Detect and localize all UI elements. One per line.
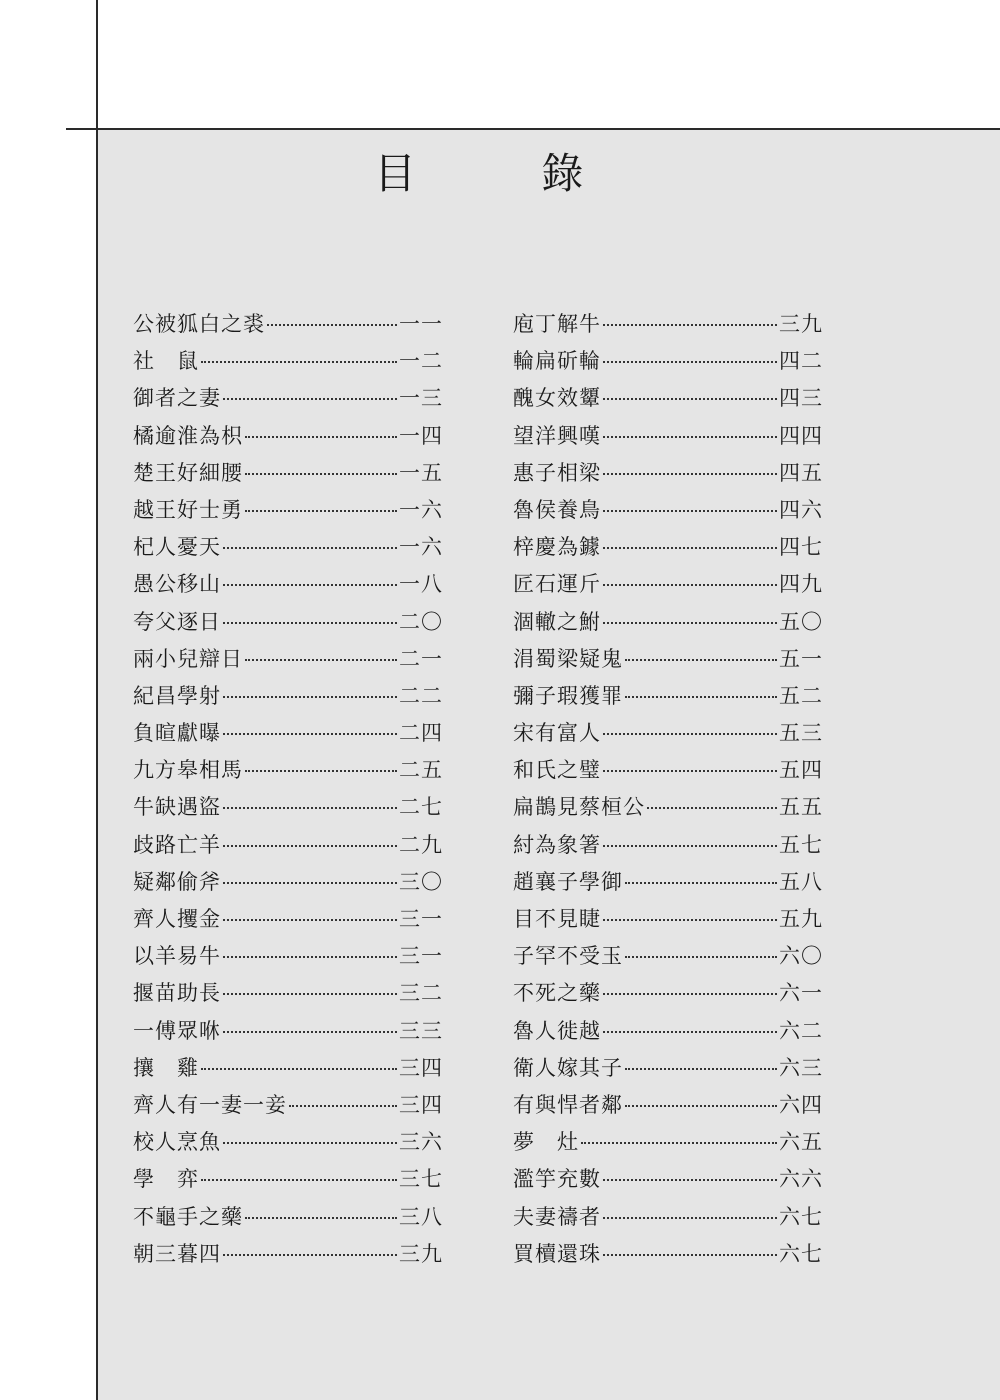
toc-entry-title: 望洋興嘆 [513, 423, 601, 448]
dot-leader [245, 769, 397, 772]
toc-entry-title: 愚公移山 [133, 572, 221, 597]
toc-entry [513, 1124, 823, 1161]
dot-leader [223, 695, 397, 698]
toc-entry [133, 678, 443, 715]
toc-entry-title: 涓蜀梁疑鬼 [513, 646, 623, 671]
toc-entry-title: 橘逾淮為枳 [133, 423, 243, 448]
dot-leader [245, 435, 397, 438]
toc-entry [513, 604, 823, 641]
toc-entry-title: 不龜手之藥 [133, 1204, 243, 1229]
toc-right-column [513, 306, 823, 1273]
toc-entry-page: 四九 [779, 572, 823, 597]
toc-entry [513, 901, 823, 938]
dot-leader [647, 806, 777, 809]
toc-entry [513, 938, 823, 975]
toc-entry [513, 1236, 823, 1273]
toc-entry [513, 1087, 823, 1124]
dot-leader [603, 992, 777, 995]
toc-entry-page: 四五 [779, 460, 823, 485]
toc-entry [133, 1124, 443, 1161]
dot-leader [625, 695, 777, 698]
toc-entry [513, 306, 823, 343]
toc-entry [133, 938, 443, 975]
toc-entry [513, 864, 823, 901]
dot-leader [245, 509, 397, 512]
toc-entry-title: 牛缺遇盜 [133, 795, 221, 820]
toc-entry-title: 匠石運斤 [513, 572, 601, 597]
toc-entry-page: 三七 [399, 1167, 443, 1192]
dot-leader [223, 1253, 397, 1256]
toc-entry-title: 宋有富人 [513, 721, 601, 746]
toc-entry [513, 1050, 823, 1087]
toc-entry-title: 齊人有一妻一妾 [133, 1092, 287, 1117]
toc-entry [513, 380, 823, 417]
dot-leader [201, 1067, 397, 1070]
toc-entry [513, 975, 823, 1012]
toc-entry-page: 五三 [779, 721, 823, 746]
dot-leader [223, 1030, 397, 1033]
toc-entry-page: 四四 [779, 423, 823, 448]
toc-entry-title: 公被狐白之裘 [133, 312, 265, 336]
toc-entry-title: 紂為象箸 [513, 832, 601, 857]
toc-entry-title: 醜女效顰 [513, 386, 601, 411]
dot-leader [245, 658, 397, 661]
toc-entry-page: 五八 [779, 869, 823, 894]
toc-entry-page: 三〇 [399, 869, 443, 894]
toc-entry [513, 529, 823, 566]
toc-entry-title: 魯人徙越 [513, 1018, 601, 1043]
toc-entry [513, 715, 823, 752]
dot-leader [603, 621, 777, 624]
dot-leader [223, 844, 397, 847]
toc-entry-page: 五一 [779, 646, 823, 671]
toc-entry-title: 夸父逐日 [133, 609, 221, 634]
toc-entry-title: 濫竽充數 [513, 1167, 601, 1192]
toc-entry-page: 三二 [399, 981, 443, 1006]
toc-entry-title: 社 鼠 [133, 349, 199, 374]
toc-entry-title: 魯侯養鳥 [513, 497, 601, 522]
toc-entry-title: 夫妻禱者 [513, 1204, 601, 1229]
toc-entry-page: 一二 [399, 349, 443, 374]
dot-leader [245, 1216, 397, 1219]
toc-entry-title: 以羊易牛 [133, 944, 221, 969]
toc-entry-page: 四二 [779, 349, 823, 374]
dot-leader [625, 881, 777, 884]
dot-leader [603, 732, 777, 735]
toc-entry [133, 604, 443, 641]
dot-leader [603, 323, 777, 326]
toc-entry-title: 揠苗助長 [133, 981, 221, 1006]
dot-leader [603, 1030, 777, 1033]
toc-entry-title: 梓慶為鐻 [513, 535, 601, 560]
toc-entry-page: 一四 [399, 423, 443, 448]
toc-entry-title: 杞人憂天 [133, 535, 221, 560]
toc-entry-page: 三九 [779, 312, 823, 336]
toc-entry [513, 678, 823, 715]
dot-leader [603, 918, 777, 921]
dot-leader [625, 1067, 777, 1070]
dot-leader [581, 1141, 777, 1144]
toc-entry-title: 紀昌學射 [133, 683, 221, 708]
dot-leader [625, 1104, 777, 1107]
toc-entry-title: 學 弈 [133, 1167, 199, 1192]
dot-leader [201, 1178, 397, 1181]
dot-leader [603, 1178, 777, 1181]
toc-entry [133, 455, 443, 492]
toc-entry-page: 五五 [779, 795, 823, 820]
toc-entry-title: 負暄獻曝 [133, 721, 221, 746]
toc-entry-page: 五〇 [779, 609, 823, 634]
dot-leader [603, 583, 777, 586]
toc-entry-page: 二五 [399, 758, 443, 783]
toc-entry [513, 566, 823, 603]
toc-entry-title: 和氏之璧 [513, 758, 601, 783]
toc-entry [133, 1013, 443, 1050]
toc-entry [133, 827, 443, 864]
toc-entry-page: 六五 [779, 1130, 823, 1155]
dot-leader [201, 360, 397, 363]
toc-entry-title: 御者之妻 [133, 386, 221, 411]
toc-entry-page: 六七 [779, 1241, 823, 1266]
dot-leader [223, 732, 397, 735]
toc-entry [133, 1050, 443, 1087]
dot-leader [223, 397, 397, 400]
toc-entry-title: 校人烹魚 [133, 1130, 221, 1155]
toc-entry [133, 901, 443, 938]
toc-entry-title: 買櫝還珠 [513, 1241, 601, 1266]
toc-entry-page: 三四 [399, 1055, 443, 1080]
toc-entry [133, 715, 443, 752]
toc-entry [513, 752, 823, 789]
dot-leader [603, 360, 777, 363]
toc-entry-page: 四七 [779, 535, 823, 560]
toc-entry-page: 六六 [779, 1167, 823, 1192]
toc-entry-title: 庖丁解牛 [513, 312, 601, 336]
toc-entry [513, 492, 823, 529]
toc-entry-page: 三三 [399, 1018, 443, 1043]
toc-entry-title: 涸轍之鮒 [513, 609, 601, 634]
toc-entry-title: 越王好士勇 [133, 497, 243, 522]
toc-entry-page: 五九 [779, 907, 823, 931]
dot-leader [603, 844, 777, 847]
header-horizontal-rule [66, 128, 1000, 130]
toc-entry-title: 趙襄子學御 [513, 869, 623, 894]
toc-entry-page: 六二 [779, 1018, 823, 1043]
toc-entry-title: 兩小兒辯日 [133, 646, 243, 671]
toc-entry [513, 641, 823, 678]
toc-entry [133, 864, 443, 901]
toc-entry-page: 一六 [399, 497, 443, 522]
toc-entry [513, 827, 823, 864]
toc-entry-page: 三四 [399, 1092, 443, 1117]
toc-entry-title: 九方皋相馬 [133, 758, 243, 783]
toc-entry-page: 二四 [399, 721, 443, 746]
toc-entry-page: 一六 [399, 535, 443, 560]
dot-leader [223, 583, 397, 586]
toc-entry [513, 343, 823, 380]
margin-vertical-rule [96, 0, 98, 1400]
toc-entry-title: 朝三暮四 [133, 1241, 221, 1266]
toc-entry-page: 三六 [399, 1130, 443, 1155]
toc-entry [133, 343, 443, 380]
toc-entry-page: 二二 [399, 683, 443, 708]
toc-entry-title: 輪扁斫輪 [513, 349, 601, 374]
toc-entry-page: 二九 [399, 832, 443, 857]
toc-entry [133, 975, 443, 1012]
dot-leader [603, 1216, 777, 1219]
dot-leader [223, 992, 397, 995]
dot-leader [603, 1253, 777, 1256]
toc-entry-page: 二七 [399, 795, 443, 820]
toc-entry-title: 扁鵲見蔡桓公 [513, 795, 645, 820]
toc-entry [133, 1236, 443, 1273]
toc-entry [513, 1161, 823, 1198]
toc-entry-page: 六〇 [779, 944, 823, 969]
toc-entry-page: 一三 [399, 386, 443, 411]
toc-entry-page: 三一 [399, 944, 443, 969]
dot-leader [603, 509, 777, 512]
toc-entry [133, 566, 443, 603]
toc-entry-title: 一傅眾咻 [133, 1018, 221, 1043]
toc-entry [513, 418, 823, 455]
dot-leader [223, 881, 397, 884]
dot-leader [603, 472, 777, 475]
toc-entry-page: 六三 [779, 1055, 823, 1080]
toc-entry [513, 1013, 823, 1050]
dot-leader [223, 621, 397, 624]
toc-entry [133, 1199, 443, 1236]
toc-left-column [133, 306, 443, 1273]
toc-entry-title: 子罕不受玉 [513, 944, 623, 969]
dot-leader [245, 472, 397, 475]
dot-leader [223, 1141, 397, 1144]
toc-entry-title: 攘 雞 [133, 1055, 199, 1080]
toc-entry [133, 306, 443, 343]
toc-entry-page: 二一 [399, 646, 443, 671]
toc-entry-title: 夢 灶 [513, 1130, 579, 1155]
dot-leader [267, 323, 397, 326]
toc-entry [513, 789, 823, 826]
dot-leader [223, 955, 397, 958]
toc-entry [133, 380, 443, 417]
toc-entry-title: 疑鄰偷斧 [133, 869, 221, 894]
dot-leader [603, 435, 777, 438]
page-title: 目 錄 [374, 149, 640, 198]
toc-entry-page: 一一 [399, 312, 443, 336]
toc-entry-page: 一八 [399, 572, 443, 597]
toc-entry-title: 齊人攫金 [133, 907, 221, 931]
toc-entry-page: 一五 [399, 460, 443, 485]
toc-entry-title: 有與悍者鄰 [513, 1092, 623, 1117]
toc-entry-title: 彌子瑕獲罪 [513, 683, 623, 708]
toc-entry-page: 三九 [399, 1241, 443, 1266]
toc-entry [133, 1161, 443, 1198]
toc-entry [133, 641, 443, 678]
toc-entry-page: 五七 [779, 832, 823, 857]
toc-entry-page: 三八 [399, 1204, 443, 1229]
toc-entry-page: 五二 [779, 683, 823, 708]
toc-entry [133, 492, 443, 529]
toc-entry-page: 六一 [779, 981, 823, 1006]
toc-entry-page: 三一 [399, 907, 443, 931]
toc-entry-page: 六四 [779, 1092, 823, 1117]
toc-entry-title: 衛人嫁其子 [513, 1055, 623, 1080]
toc-entry [133, 418, 443, 455]
toc-entry-page: 五四 [779, 758, 823, 783]
toc-entry-page: 六七 [779, 1204, 823, 1229]
toc-entry [133, 752, 443, 789]
toc-entry-title: 歧路亡羊 [133, 832, 221, 857]
toc-entry [513, 455, 823, 492]
toc-entry-title: 惠子相梁 [513, 460, 601, 485]
toc-entry [133, 529, 443, 566]
toc-entry-title: 楚王好細腰 [133, 460, 243, 485]
dot-leader [289, 1104, 397, 1107]
dot-leader [223, 806, 397, 809]
toc-entry-page: 四六 [779, 497, 823, 522]
toc-entry [513, 1199, 823, 1236]
dot-leader [603, 769, 777, 772]
dot-leader [223, 546, 397, 549]
dot-leader [625, 955, 777, 958]
dot-leader [625, 658, 777, 661]
dot-leader [603, 546, 777, 549]
dot-leader [223, 918, 397, 921]
toc-entry-page: 二〇 [399, 609, 443, 634]
toc-entry-page: 四三 [779, 386, 823, 411]
toc-entry [133, 789, 443, 826]
dot-leader [603, 397, 777, 400]
toc-entry [133, 1087, 443, 1124]
toc-entry-title: 目不見睫 [513, 907, 601, 931]
toc-entry-title: 不死之藥 [513, 981, 601, 1006]
